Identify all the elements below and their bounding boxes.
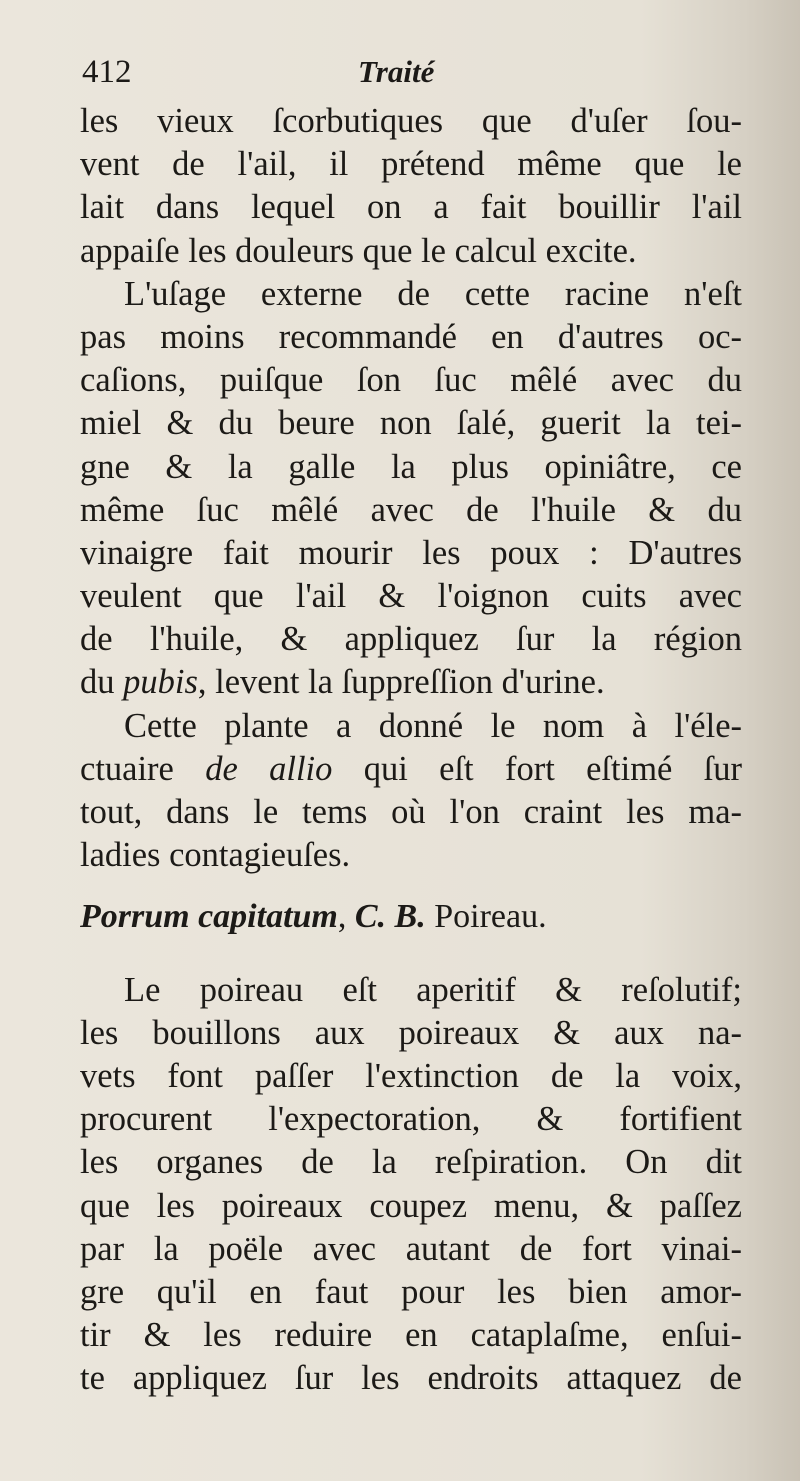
text-line: tir & les reduire en cataplaſme, enſui- <box>80 1316 742 1355</box>
text-line: Cette plante a donné le nom à l'éle- <box>124 706 742 745</box>
italic-term: pubis <box>123 663 198 702</box>
text-line: procurent l'expectoration, & fortifient <box>80 1100 742 1139</box>
text-line: veulent que l'ail & l'oignon cuits avec <box>80 577 742 616</box>
text-line: que les poireaux coupez menu, & paſſez <box>80 1186 742 1225</box>
text-line: même ſuc mêlé avec de l'huile & du <box>80 490 742 529</box>
text-line: les bouillons aux poireaux & aux na- <box>80 1013 742 1052</box>
text-line: ctuaire de allio qui eſt fort eſtimé ſur <box>80 749 743 788</box>
text-line: les vieux ſcorbutiques que d'uſer ſou- <box>80 102 742 140</box>
text-line: vets font paſſer l'extinction de la voix, <box>80 1056 742 1095</box>
text-line: les organes de la reſpiration. On dit <box>80 1143 742 1182</box>
text-line: tout, dans le tems où l'on craint les ma- <box>80 793 742 831</box>
text-line: ladies contagieuſes. <box>80 836 351 875</box>
page-header <box>82 54 722 94</box>
text-line: miel & du beure non ſalé, guerit la tei- <box>80 404 742 443</box>
text-line: de l'huile, & appliquez ſur la région <box>80 620 742 659</box>
running-title: Traité <box>358 54 435 89</box>
text-line: caſions, puiſque ſon ſuc mêlé avec du <box>80 361 742 400</box>
text-line: vent de l'ail, il prétend même que le <box>80 145 742 184</box>
text-line: te appliquez ſur les endroits attaquez de <box>80 1359 742 1398</box>
text-line: L'uſage externe de cette racine n'eſt <box>124 274 742 313</box>
text-line: gre qu'il en faut pour les bien amor- <box>80 1272 742 1311</box>
italic-term: de allio <box>205 749 333 788</box>
text-line: pas moins recommandé en d'autres oc- <box>80 317 742 356</box>
text-line: Le poireau eſt aperitif & reſolutif; <box>124 970 742 1009</box>
page-number: 412 <box>82 54 132 90</box>
text-line: gne & la galle la plus opiniâtre, ce <box>80 447 742 486</box>
text-line: par la poële avec autant de fort vinai- <box>80 1229 742 1268</box>
text-line: lait dans lequel on a fait bouillir l'ail <box>80 188 742 227</box>
body-text <box>80 100 742 1400</box>
text-line: vinaigre fait mourir les poux : D'autres <box>80 533 742 572</box>
text-line: du pubis, levent la ſuppreſſion d'urine. <box>80 663 605 702</box>
text-line: appaiſe les douleurs que le calcul excite. <box>80 231 637 270</box>
section-heading: Porrum capitatum, C. B. Poireau. <box>80 898 547 936</box>
spacer <box>80 939 742 969</box>
